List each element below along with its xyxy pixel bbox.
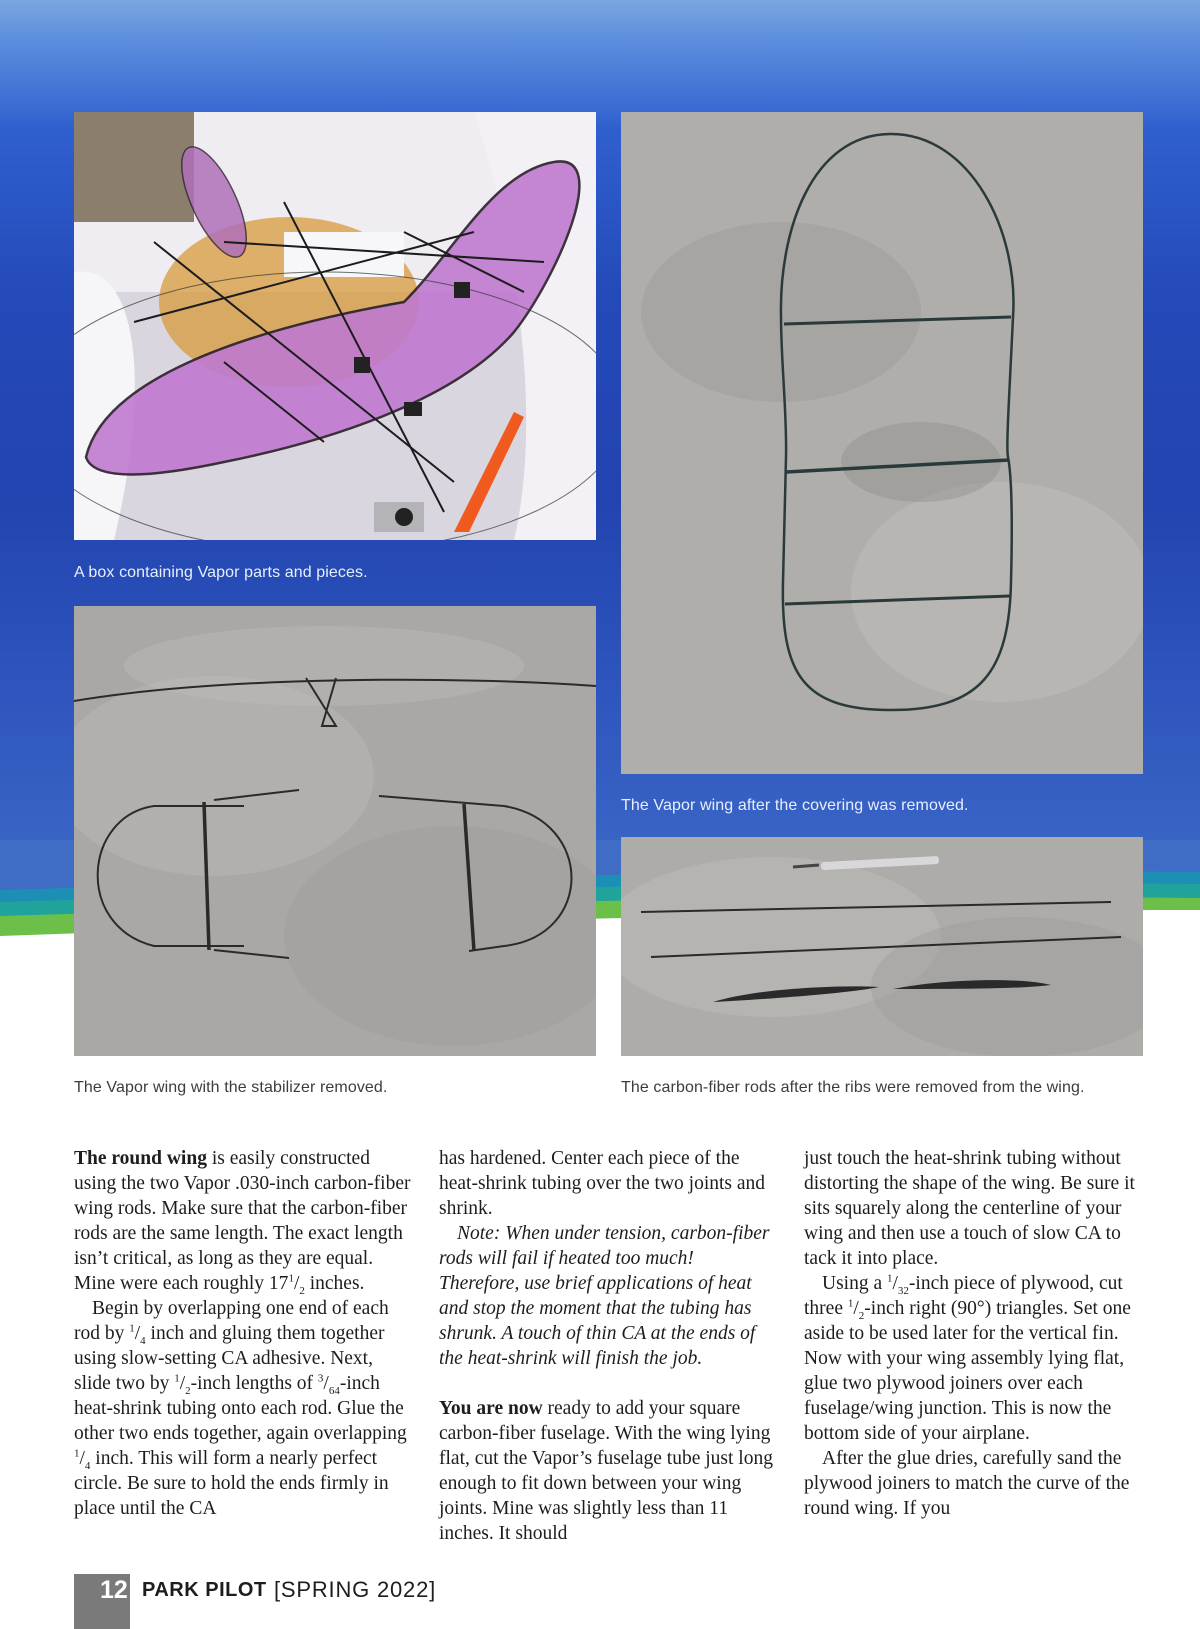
fraction-denominator: 32 [897, 1284, 909, 1297]
caption-photo-3: The Vapor wing with the stabilizer removed. [74, 1079, 388, 1096]
photo-wing-covering-removed [621, 112, 1143, 774]
paragraph-gap [439, 1371, 779, 1396]
article-column-1 [74, 1146, 414, 1521]
fraction-numerator: 1 [887, 1272, 893, 1285]
page-number: 12 [100, 1576, 128, 1604]
magazine-name: PARK PILOT [142, 1579, 267, 1601]
fraction-denominator: 64 [328, 1384, 340, 1397]
fraction-denominator: 2 [299, 1284, 305, 1297]
fraction-denominator: 2 [185, 1384, 191, 1397]
paragraph-plywood: Using a $^1/_{32}$-inch piece of plywood, cut three $^1/_2$-inch right (90°) triangles. Set one aside to be used later for the vertical fin. Now with your wing assembly lying flat, glue two plywood joiners over each fuselage/wing junction. This is now the bottom side of your airplane. [804, 1272, 1131, 1444]
fraction-denominator: 2 [858, 1309, 865, 1322]
fraction-denominator: 4 [84, 1459, 91, 1472]
fraction-numerator: 1 [174, 1372, 180, 1385]
paragraph-text: inch and gluing them together using slow-setting CA adhesive. Next, slide two by [74, 1323, 385, 1394]
photo-carbon-fiber-rods [621, 837, 1143, 1056]
page-footer [74, 1574, 674, 1629]
fraction-numerator: 1 [847, 1297, 854, 1310]
fraction-denominator: 4 [140, 1334, 146, 1347]
paragraph-text: Begin by overlapping one end of each rod by [74, 1298, 389, 1344]
paragraph-hardened: has hardened. Center each piece of the heat-shrink tubing over the two joints and shrink. [439, 1148, 766, 1219]
caption-photo-2: The Vapor wing after the covering was removed. [621, 797, 969, 814]
paragraph-text: inch. This will form a nearly perfect circle. Be sure to hold the ends firmly in place until the CA [74, 1448, 389, 1519]
caption-photo-4: The carbon-fiber rods after the ribs were removed from the wing. [621, 1079, 1085, 1096]
photo-wing-stabilizer-removed [74, 606, 596, 1056]
paragraph-round-wing: The round wing is easily constructed using the two Vapor .030-inch carbon-fiber wing rods. Make sure that the carbon-fiber rods are the same length. The exact length isn’t critical, as long as they are equal. Mine were each roughly $17^1/_2$ inches. [74, 1148, 411, 1297]
article-column-2 [439, 1146, 779, 1546]
paragraph-text: Using a [822, 1273, 887, 1294]
fraction-numerator: 3 [317, 1372, 324, 1385]
paragraph-glue-dries: After the glue dries, carefully sand the plywood joiners to match the curve of the round wing. If you [804, 1448, 1130, 1519]
fraction-numerator: 1 [74, 1447, 80, 1460]
lead-in: You are now [439, 1398, 543, 1419]
paragraph-fuselage [439, 1396, 779, 1546]
paragraph-text: -inch lengths of [190, 1373, 318, 1394]
paragraph-text: -inch right (90°) triangles. Set one aside to be used later for the vertical fin. Now with your wing assembly lying flat, glue two plywood joiners over each fuselage/wing junction. This is now the bottom side of your airplane. [804, 1298, 1131, 1444]
issue-label: [SPRING 2022] [274, 1577, 437, 1602]
article-column-3 [804, 1146, 1152, 1521]
paragraph-text: -inch heat-shrink tubing onto each rod. Glue the other two ends together, again overlapping [74, 1373, 407, 1444]
note-paragraph: Note: When under tension, carbon-fiber rods will fail if heated too much! Therefore, use brief applications of heat and stop the moment that the tubing has shrunk. A touch of thin CA at the ends of the heat-shrink will finish the job. [439, 1223, 770, 1369]
paragraph-text: -inch piece of plywood, cut three [804, 1273, 1123, 1319]
lead-in: The round wing [74, 1148, 207, 1169]
paragraph-heat-shrink: just touch the heat-shrink tubing without distorting the shape of the wing. Be sure it sits squarely along the centerline of your wing and then use a touch of slow CA to tack it into place. [804, 1148, 1135, 1269]
paragraph-text: is easily constructed using the two Vapor .030-inch carbon-fiber wing rods. Make sure that the carbon-fiber rods are the same length. The exact length isn’t critical, as long as they are equal. Mine were each roughly 17 [74, 1148, 411, 1294]
paragraph-overlapping: Begin by overlapping one end of each rod by $^1/_4$ inch and gluing them together using slow-setting CA adhesive. Next, slide two by $^1/_2$-inch lengths of $^3/_{64}$-inch heat-shrink tubing onto each rod. Glue the other two ends together, again overlapping $^1/_4$ inch. This will form a nearly perfect circle. Be sure to hold the ends firmly in place until the CA [74, 1298, 407, 1519]
photo-box-vapor-parts [74, 112, 596, 540]
paragraph-text: ready to add your square carbon-fiber fuselage. With the wing lying flat, cut the Vapor’s fuselage tube just long enough to fit down between your wing joints. Mine was slightly less than 11 inches. It should [439, 1398, 773, 1544]
paragraph-text: inches. [304, 1273, 365, 1294]
fraction-numerator: 1 [288, 1272, 294, 1285]
caption-photo-1: A box containing Vapor parts and pieces. [74, 564, 368, 581]
fraction-numerator: 1 [129, 1322, 135, 1335]
